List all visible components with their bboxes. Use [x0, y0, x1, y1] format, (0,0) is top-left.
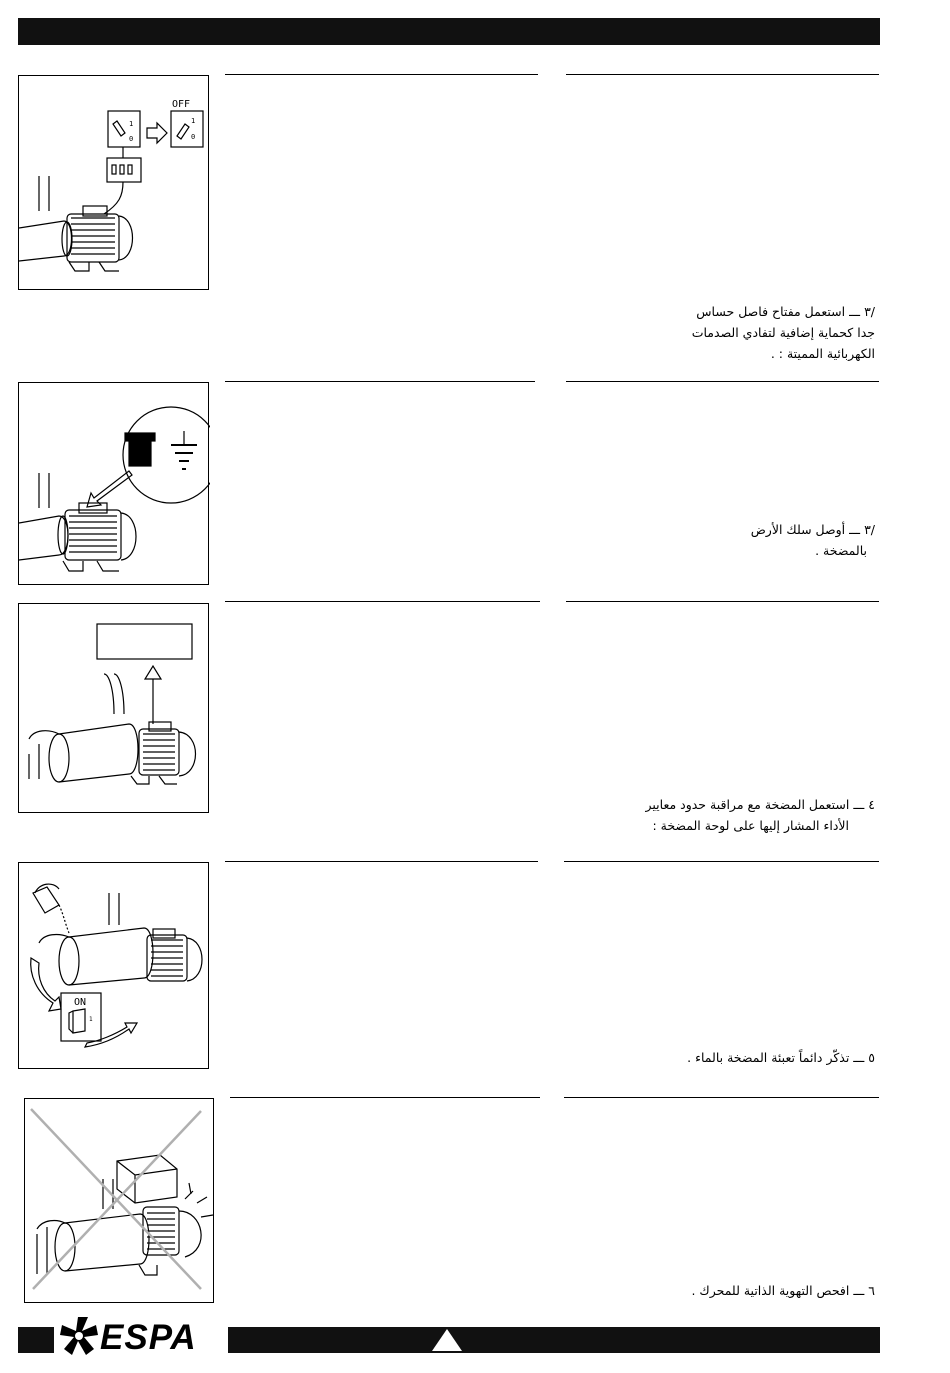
svg-text:1: 1 [191, 117, 196, 125]
section-1-text [560, 301, 875, 364]
text-line: ٥ ـــ تذكّر دائماً تعبئة المضخة بالماء . [687, 1050, 875, 1065]
svg-text:0: 0 [129, 135, 134, 143]
ground-connection-illustration [19, 383, 210, 586]
priming-illustration [19, 863, 210, 1070]
pump-switch-illustration [19, 76, 210, 291]
brand-name: ESPA [100, 1318, 197, 1357]
switch-off-label: OFF [172, 99, 191, 110]
warning-triangle-icon [432, 1329, 462, 1351]
section-4-text [560, 1047, 875, 1068]
footer-bar-right [228, 1327, 880, 1353]
figure-motor-ventilation [24, 1098, 214, 1303]
svg-text:1: 1 [129, 120, 134, 128]
section-2-rule-left [225, 381, 535, 382]
section-3-rule-left [225, 601, 540, 602]
text-line: /٣ ـــ استعمل مفتاح فاصل حساس [696, 304, 875, 319]
figure-switch-off [18, 75, 209, 290]
text-line: /٣ ـــ أوصل سلك الأرض [750, 522, 875, 537]
section-2-rule-right [566, 381, 879, 382]
footer-bar-left [18, 1327, 54, 1353]
section-2-text [560, 519, 875, 561]
text-line: ٦ ـــ افحص التهوية الذاتية للمحرك . [691, 1283, 875, 1298]
svg-text:1: 1 [89, 1016, 93, 1023]
section-5-text [560, 1280, 875, 1301]
text-line: جدا كحماية إضافية لتفادي الصدمات [691, 325, 875, 340]
text-line: بالمضخة . [815, 543, 867, 558]
svg-text:0: 0 [191, 133, 196, 141]
figure-ground-wire [18, 382, 209, 585]
ventilation-illustration [25, 1099, 215, 1304]
switch-on-label: ON [74, 997, 87, 1008]
figure-prime-pump [18, 862, 209, 1069]
section-4-rule-right [564, 861, 879, 862]
section-3-text [560, 794, 875, 836]
top-header-bar [18, 18, 880, 45]
section-1-rule-right [566, 74, 879, 75]
text-line: الأداء المشار إليها على لوحة المضخة : [652, 818, 849, 833]
section-4-rule-left [225, 861, 538, 862]
section-5-rule-right [564, 1097, 879, 1098]
text-line: ٤ ـــ استعمل المضخة مع مراقبة حدود معايير [645, 797, 875, 812]
text-line: الكهربائية المميتة : . [770, 346, 875, 361]
figure-rating-plate [18, 603, 209, 813]
section-1-rule-left [225, 74, 538, 75]
section-3-rule-right [566, 601, 879, 602]
section-5-rule-left [230, 1097, 540, 1098]
rating-plate-illustration [19, 604, 210, 814]
